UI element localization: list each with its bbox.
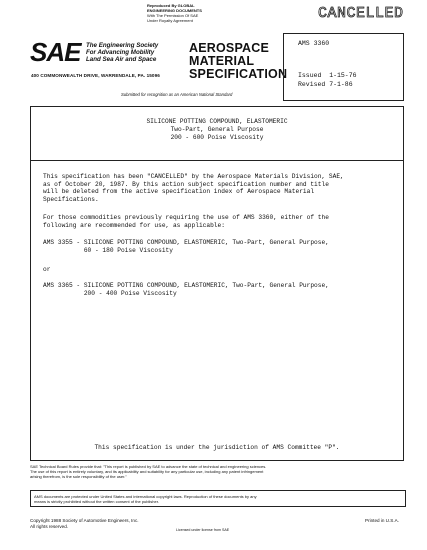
title-line: SILICONE POTTING COMPOUND, ELASTOMERIC bbox=[146, 118, 288, 125]
notice-line: means is strictly prohibited without the written consent of the publisher. bbox=[34, 499, 159, 504]
sae-logo bbox=[30, 39, 80, 65]
title-block bbox=[31, 107, 403, 161]
reprint-note bbox=[147, 3, 227, 23]
sae-logo-text: SAE bbox=[30, 37, 81, 67]
reprint-line: Reproduced By GLOBAL bbox=[147, 3, 195, 8]
society-line: For Advancing Mobility bbox=[86, 49, 155, 57]
printed-in: Printed in U.S.A. bbox=[365, 518, 399, 523]
notice-line: SAE Technical Board Rules provide that: "This report is published by SAE to advance the state of technical and engineering sciences. bbox=[30, 464, 267, 469]
text-line: AMS 3355 - SILICONE POTTING COMPOUND, ELASTOMERIC, Two-Part, General Purpose, bbox=[43, 239, 329, 246]
reprint-line: With The Permission Of SAE bbox=[147, 13, 199, 18]
technical-board-notice bbox=[30, 464, 406, 479]
text-line: will be deleted from the active specification index of Aerospace Material bbox=[43, 188, 315, 195]
society-line: Land Sea Air and Space bbox=[86, 56, 157, 64]
text-line: following are recommended for use, as applicable: bbox=[43, 221, 225, 229]
recommendation-paragraph bbox=[43, 214, 329, 229]
text-line: For those commodities previously requiring the use of AMS 3360, either of the bbox=[43, 214, 329, 221]
recommendation-ams3365 bbox=[43, 282, 329, 297]
text-line: 200 - 400 Poise Viscosity bbox=[43, 289, 177, 297]
text-line: 60 - 180 Poise Viscosity bbox=[43, 246, 173, 254]
copyright bbox=[30, 518, 139, 530]
notice-line: arising therefrom, is the sole responsibility of the user." bbox=[30, 474, 127, 479]
copyright-line: Copyright 1988 Society of Automotive Engineers, Inc. bbox=[30, 518, 139, 523]
reprint-line: Under Royalty Agreement bbox=[147, 18, 193, 23]
notice-line: AMS documents are protected under United States and international copyright laws. Reproduction of these documents by any bbox=[34, 494, 257, 499]
title-line: 200 - 600 Poise Viscosity bbox=[170, 134, 264, 141]
spec-type bbox=[189, 42, 287, 81]
license-note: Licensed under license from SAE bbox=[176, 528, 230, 532]
spec-type-line: AEROSPACE bbox=[189, 41, 270, 55]
submitted-note: Submitted for recognition as an American National Standard bbox=[121, 92, 233, 97]
cancellation-paragraph bbox=[43, 173, 344, 203]
doc-number: AMS 3360 bbox=[298, 40, 330, 47]
text-line: Specifications. bbox=[43, 195, 99, 203]
text-line: as of October 20, 1987. By this action subject specification number and title bbox=[43, 180, 329, 188]
issued-date: Issued 1-15-76 bbox=[298, 72, 357, 79]
or-separator: or bbox=[43, 266, 51, 273]
spec-type-line: SPECIFICATION bbox=[189, 67, 288, 81]
society-tagline bbox=[86, 42, 178, 64]
notice-line: The use of this report is entirely voluntary, and its applicability and suitability for any particular use, including any patent infringement bbox=[30, 469, 264, 474]
main-frame bbox=[30, 106, 404, 461]
society-line: The Engineering Society bbox=[86, 42, 159, 49]
revised-date: Revised 7-1-86 bbox=[298, 81, 353, 88]
reprint-line: ENGINEERING DOCUMENTS bbox=[147, 8, 202, 13]
cancelled-stamp: CANCELLED bbox=[318, 5, 404, 22]
jurisdiction-note: This specification is under the jurisdiction of AMS Committee "P". bbox=[94, 444, 340, 451]
text-line: This specification has been "CANCELLED" by the Aerospace Materials Division, SAE, bbox=[43, 173, 344, 180]
recommendation-ams3355 bbox=[43, 239, 329, 254]
spec-type-line: MATERIAL bbox=[189, 54, 255, 68]
address: 400 COMMONWEALTH DRIVE, WARRENDALE, PA. 15096 bbox=[31, 73, 160, 78]
copyright-line: All rights reserved. bbox=[30, 524, 69, 529]
copyright-notice-box bbox=[30, 490, 406, 507]
title-line: Two-Part, General Purpose bbox=[170, 126, 264, 133]
doc-number-box bbox=[283, 33, 404, 101]
text-line: AMS 3365 - SILICONE POTTING COMPOUND, ELASTOMERIC, Two-Part, General Purpose, bbox=[43, 282, 329, 289]
